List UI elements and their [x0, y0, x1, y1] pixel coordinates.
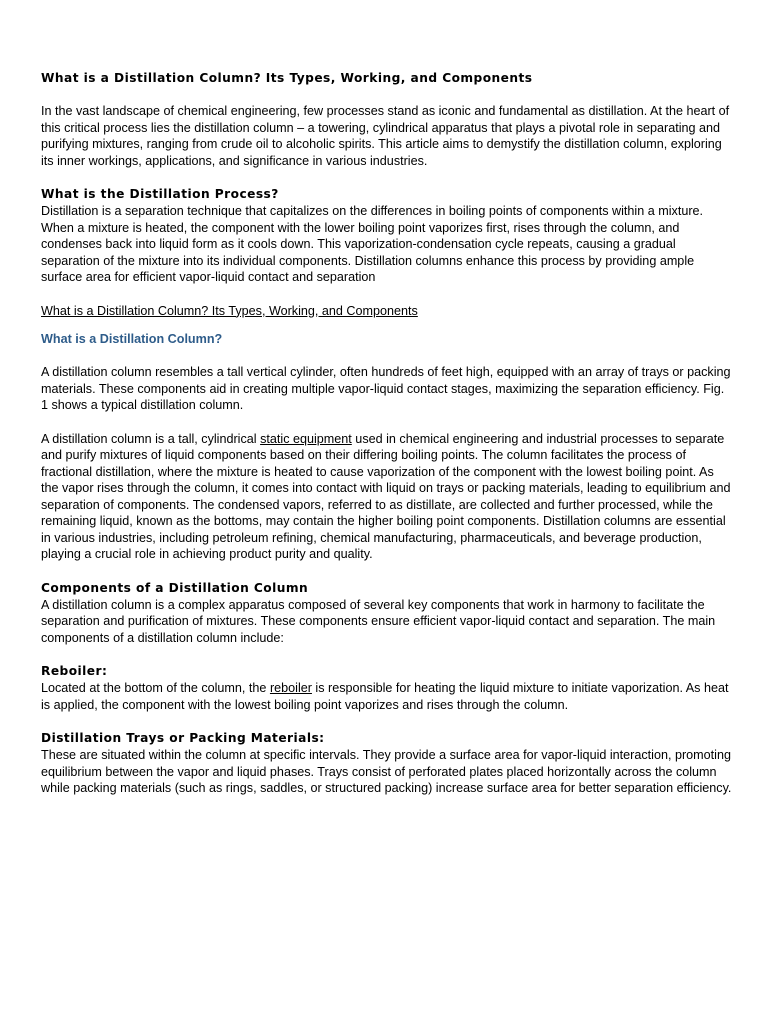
components-paragraph: A distillation column is a complex apparatus composed of several key components that work in harmony to facilitate the separation and purification of mixtures. These components ensure efficient vapor-liquid contact and separation. The main components of a distillation column include: — [41, 597, 716, 645]
reboiler-heading: Reboiler: — [41, 664, 108, 678]
reboiler-paragraph — [41, 680, 733, 713]
static-equipment-link[interactable]: static equipment — [260, 431, 352, 446]
column-p2-after: used in chemical engineering and industrial processes to separate and purify mixtures of liquid components based on their differing boiling points. The column facilitates the process of fractional distillation, where the mixture is heated to cause vaporization of the component with the lowest boiling point. As the vapor rises through the column, it comes into contact with liquid on trays or packing materials, leading to equilibrium and separation of components. The condensed vapors, referred to as distillate, are collected and further processed, while the remaining liquid, known as the bottoms, may contain the higher boiling point components. Distillation columns are essential in various industries, including petroleum refining, chemical manufacturing, pharmaceuticals, and beverage production, playing a crucial role in achieving product purity and quality. — [41, 431, 731, 561]
document-title: What is a Distillation Column? Its Types, Working, and Components — [41, 71, 533, 85]
title-link-text[interactable]: What is a Distillation Column? Its Types, Working, and Components — [41, 303, 418, 318]
intro-paragraph: In the vast landscape of chemical engineering, few processes stand as iconic and fundamental as distillation. At the heart of this critical process lies the distillation column – a towering, cylindrical apparatus that plays a pivotal role in separating and purifying mixtures, ranging from crude oil to alcoholic spirits. This article aims to demystify the distillation column, exploring its inner workings, applications, and significance in various industries. — [41, 104, 730, 168]
column-p2-before: A distillation column is a tall, cylindrical — [41, 431, 261, 446]
column-paragraph-2 — [41, 431, 733, 563]
process-heading: What is the Distillation Process? — [41, 187, 279, 201]
column-heading: What is a Distillation Column? — [41, 332, 223, 346]
process-paragraph: Distillation is a separation technique that capitalizes on the differences in boiling points of components within a mixture. When a mixture is heated, the component with the lower boiling point vaporizes first, rises through the column, and condenses back into liquid form as it cools down. This vaporization-condensation cycle repeats, causing a gradual separation of the mixture into its individual components. Distillation columns enhance this process by providing ample surface area for efficient vapor-liquid contact and separation — [41, 204, 704, 284]
trays-heading: Distillation Trays or Packing Materials: — [41, 731, 325, 745]
reboiler-before: Located at the bottom of the column, the — [41, 681, 270, 695]
trays-paragraph: These are situated within the column at specific intervals. They provide a surface area for vapor-liquid interaction, promoting equilibrium between the vapor and liquid phases. Trays consist of perforated plates placed horizontally across the column while packing materials (such as rings, saddles, or structured packing) increase surface area for better separation efficiency. — [41, 748, 732, 795]
reboiler-link[interactable]: reboiler — [269, 681, 312, 695]
title-link[interactable] — [41, 303, 733, 320]
document-page — [41, 70, 733, 797]
reboiler-after: is responsible for heating the liquid mixture to initiate vaporization. As heat is applied, the component with the lowest boiling point vaporizes and rises through the column. — [41, 681, 729, 712]
column-paragraph-1: A distillation column resembles a tall vertical cylinder, often hundreds of feet high, equipped with an array of trays or packing materials. These components aid in creating multiple vapor-liquid contact stages, maximizing the separation efficiency. Fig. 1 shows a typical distillation column. — [41, 365, 731, 412]
components-heading: Components of a Distillation Column — [41, 580, 309, 595]
